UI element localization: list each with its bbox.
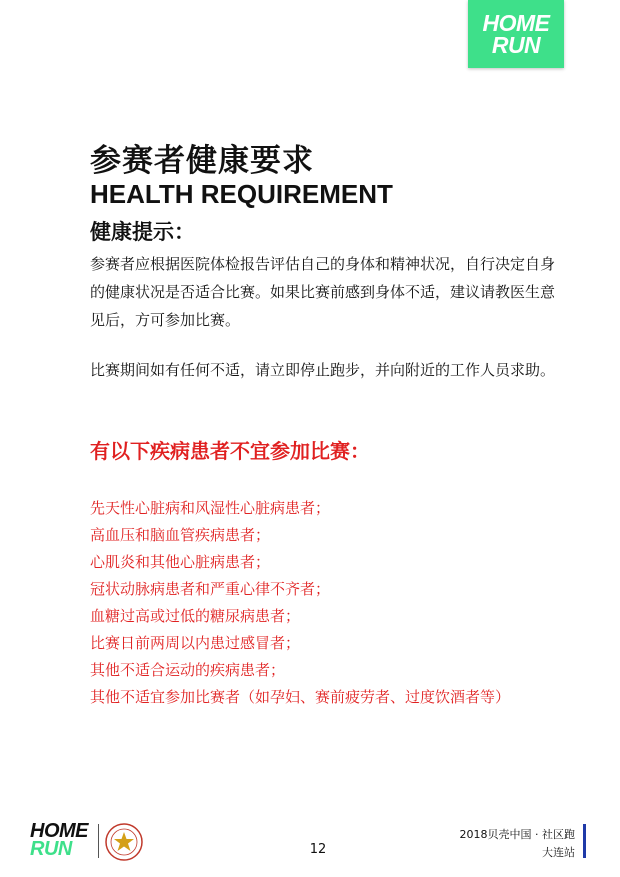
condition-item: 其他不适宜参加比赛者（如孕妇、赛前疲劳者、过度饮酒者等） [90,688,511,706]
page-number: 12 [309,842,327,857]
condition-item: 先天性心脏病和风湿性心脏病患者； [90,499,331,517]
condition-item: 心肌炎和其他心脏病患者； [90,553,271,571]
health-hint-paragraph-1: 参赛者应根据医院体检报告评估自己的身体和精神状况，自行决定自身的健康状况是否适合比赛。如果比赛前感到身体不适，建议请教医生意见后，方可参加比赛。 [90,255,556,329]
footer-logo-line-2-wrapper [30,840,88,858]
condition-item: 冠状动脉病患者和严重心律不齐者； [90,580,331,598]
homerun-brand-badge [468,0,564,68]
condition-list [90,495,510,711]
footer-homerun-logo [30,822,88,858]
footer-logo-line-1: HOME [30,820,88,842]
event-line-2: 大连站 [542,846,575,859]
event-name [460,826,575,862]
event-line-1: 2018贝壳中国 · 社区跑 [459,828,575,841]
condition-item: 血糖过高或过低的糖尿病患者； [90,607,301,625]
health-hint-heading: 健康提示： [90,220,195,244]
brand-line-1: HOME [482,10,550,36]
health-hint-paragraph-2: 比赛期间如有任何不适，请立即停止跑步，并向附近的工作人员求助。 [90,361,556,379]
condition-item: 其他不适合运动的疾病患者； [90,661,286,679]
condition-item: 高血压和脑血管疾病患者； [90,526,271,544]
brand-line-2: RUN [491,32,541,58]
association-seal-icon [104,822,144,862]
event-accent-bar [583,824,586,858]
footer-logo-line-2: RUN [30,838,72,860]
condition-item: 比赛日前两周以内患过感冒者； [90,634,301,652]
footer-divider [98,824,99,858]
warning-heading: 有以下疾病患者不宜参加比赛： [90,439,370,463]
page-title-english: HEALTH REQUIREMENT [90,179,393,209]
page-title-chinese: 参赛者健康要求 [90,143,314,179]
